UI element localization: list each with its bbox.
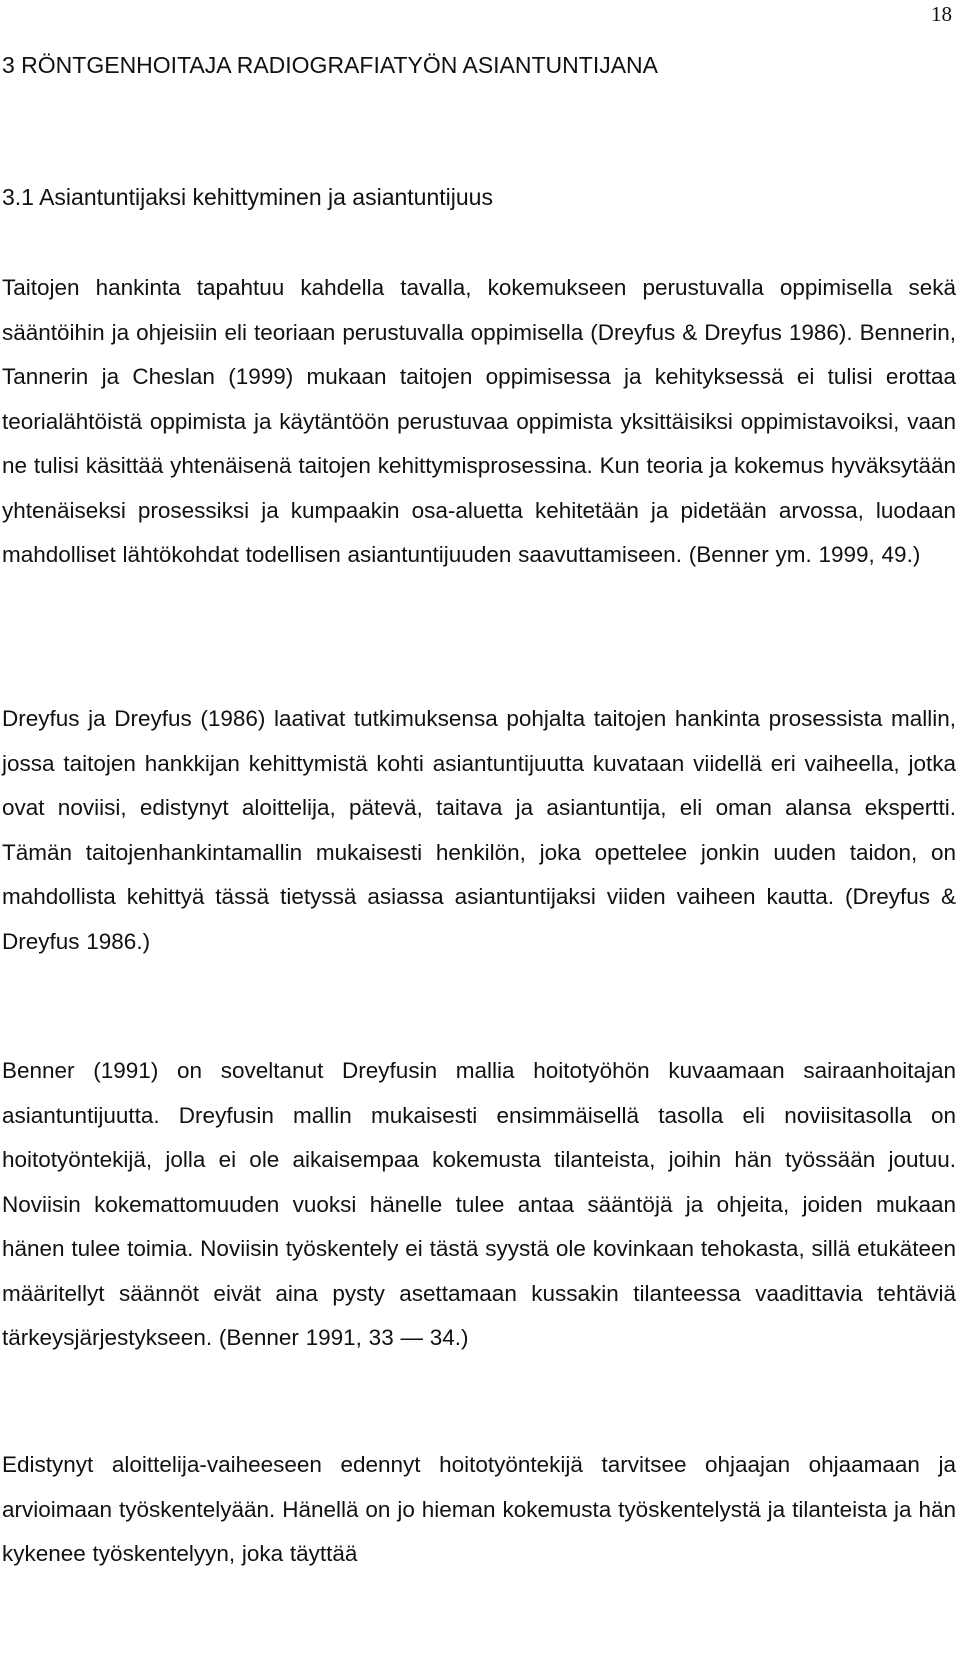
section-heading: 3.1 Asiantuntijaksi kehittyminen ja asiantuntijuus: [2, 184, 493, 210]
page-number: 18: [931, 2, 952, 26]
body-paragraph: Dreyfus ja Dreyfus (1986) laativat tutkimuksensa pohjalta taitojen hankinta prosessista mallin, jossa taitojen hankkijan kehittymistä kohti asiantuntijuutta kuvataan viidellä eri vaiheella, jotka ovat noviisi, edistynyt aloittelija, pätevä, taitava ja asiantuntija, eli oman alansa ekspertti. Tämän taitojenhankintamallin mukaisesti henkilön, joka opettelee jonkin uuden taidon, on mahdollista kehittyä tässä tietyssä asiassa asiantuntijaksi viiden vaiheen kautta. (Dreyfus & Dreyfus 1986.): [2, 706, 956, 954]
body-paragraph: Taitojen hankinta tapahtuu kahdella tavalla, kokemukseen perustuvalla oppimisella sekä sääntöihin ja ohjeisiin eli teoriaan perustuvalla oppimisella (Dreyfus & Dreyfus 1986). Bennerin, Tannerin ja Cheslan (1999) mukaan taitojen oppimisessa ja kehityksessä ei tulisi erottaa teorialähtöistä oppimista ja käytäntöön perustuvaa oppimista yksittäisiksi oppimistavoiksi, vaan ne tulisi käsittää yhtenäisenä taitojen kehittymisprosessina. Kun teoria ja kokemus hyväksytään yhtenäiseksi prosessiksi ja kumpaakin osa-aluetta kehitetään ja pidetään arvossa, luodaan mahdolliset lähtökohdat todellisen asiantuntijuuden saavuttamiseen. (Benner ym. 1999, 49.): [2, 275, 956, 567]
body-paragraph: Benner (1991) on soveltanut Dreyfusin mallia hoitotyöhön kuvaamaan sairaanhoitajan asiantuntijuutta. Dreyfusin mallin mukaisesti ensimmäisellä tasolla eli noviisitasolla on hoitotyöntekijä, jolla ei ole aikaisempaa kokemusta tilanteista, joihin hän työssään joutuu. Noviisin kokemattomuuden vuoksi hänelle tulee antaa sääntöjä ja ohjeita, joiden mukaan hänen tulee toimia. Noviisin työskentely ei tästä syystä ole kovinkaan tehokasta, sillä etukäteen määritellyt säännöt eivät aina pysty asettamaan kussakin tilanteessa vaadittavia tehtäviä tärkeysjärjestykseen. (Benner 1991, 33 — 34.): [2, 1058, 956, 1350]
body-paragraph: Edistynyt aloittelija-vaiheeseen edennyt hoitotyöntekijä tarvitsee ohjaajan ohjaamaan ja arvioimaan työskentelyään. Hänellä on jo hieman kokemusta työskentelystä ja tilanteista ja hän kykenee työskentelyyn, joka täyttää: [2, 1452, 956, 1566]
chapter-heading: 3 RÖNTGENHOITAJA RADIOGRAFIATYÖN ASIANTUNTIJANA: [2, 52, 659, 78]
